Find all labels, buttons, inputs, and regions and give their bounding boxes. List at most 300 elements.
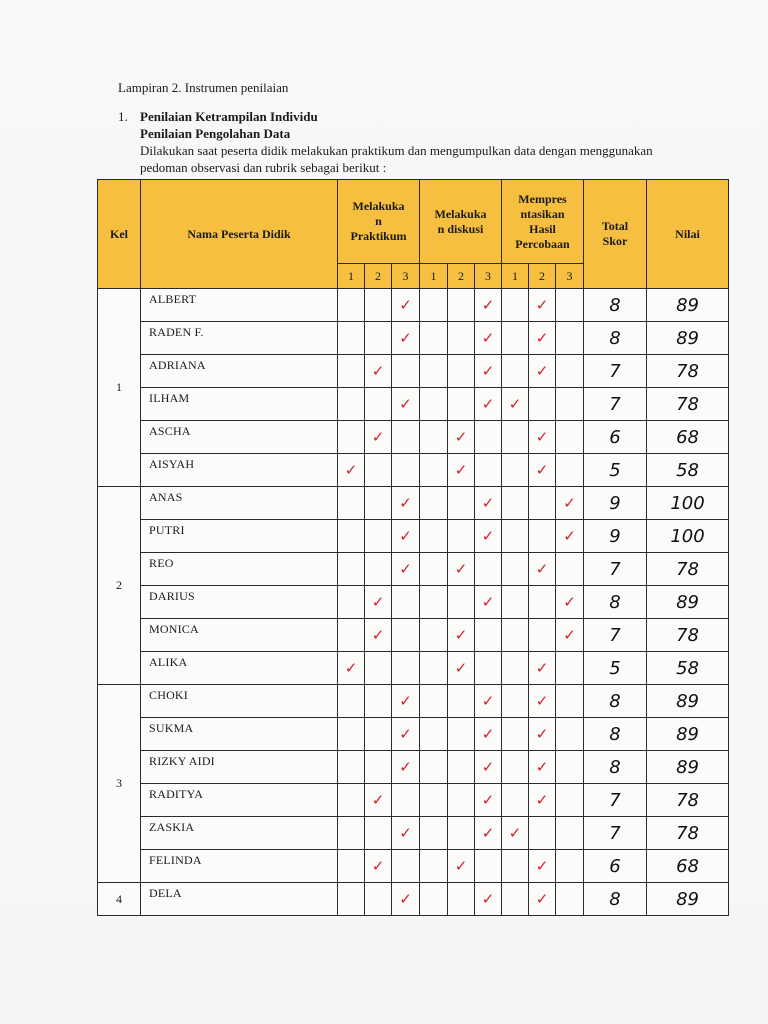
total-score: 6 — [584, 421, 647, 454]
header-praktikum-line: Melakuka — [352, 199, 405, 213]
score-cell — [556, 850, 584, 883]
score-cell — [529, 817, 556, 850]
header-presentasi-line: Hasil — [529, 221, 556, 236]
check-mark-icon: ✓ — [399, 527, 412, 545]
score-cell — [556, 454, 584, 487]
score-cell — [448, 520, 475, 553]
score-cell — [420, 520, 448, 553]
check-mark-icon: ✓ — [563, 593, 576, 611]
check-mark-icon: ✓ — [481, 395, 495, 413]
score-cell — [392, 421, 420, 454]
final-grade: 78 — [647, 355, 729, 388]
final-grade: 58 — [647, 652, 729, 685]
score-cell — [529, 883, 556, 916]
score-cell — [420, 784, 448, 817]
check-mark-icon: ✓ — [563, 494, 576, 512]
final-grade: 89 — [647, 289, 729, 322]
header-presentasi-line: Mempres — [518, 191, 567, 206]
score-cell — [392, 355, 420, 388]
header-score: 1 — [420, 264, 448, 289]
check-mark-icon: ✓ — [399, 494, 412, 512]
score-cell — [365, 355, 392, 388]
student-name: FELINDA — [141, 850, 338, 883]
score-cell — [365, 685, 392, 718]
score-cell — [420, 817, 448, 850]
check-mark-icon: ✓ — [535, 791, 549, 809]
score-cell — [420, 322, 448, 355]
score-cell — [529, 553, 556, 586]
header-diskusi-line: n diskusi — [437, 221, 484, 236]
student-name: RIZKY AIDI — [141, 751, 338, 784]
score-cell — [338, 817, 365, 850]
score-cell — [556, 322, 584, 355]
score-cell — [529, 322, 556, 355]
score-cell — [420, 553, 448, 586]
check-mark-icon: ✓ — [344, 659, 358, 677]
check-mark-icon: ✓ — [399, 329, 412, 347]
score-cell — [420, 454, 448, 487]
final-grade: 78 — [647, 553, 729, 586]
score-cell — [502, 652, 529, 685]
final-grade: 78 — [647, 817, 729, 850]
score-cell — [556, 586, 584, 619]
total-score: 7 — [584, 388, 647, 421]
total-score: 7 — [584, 355, 647, 388]
student-name: DARIUS — [141, 586, 338, 619]
check-mark-icon: ✓ — [399, 560, 412, 578]
score-cell — [448, 883, 475, 916]
score-cell — [448, 850, 475, 883]
score-cell — [338, 850, 365, 883]
header-score: 1 — [502, 264, 529, 289]
check-mark-icon: ✓ — [535, 362, 549, 380]
score-cell — [448, 751, 475, 784]
score-cell — [365, 289, 392, 322]
score-cell — [338, 520, 365, 553]
score-cell — [502, 454, 529, 487]
score-cell — [556, 784, 584, 817]
table-row — [98, 685, 729, 718]
score-cell — [365, 850, 392, 883]
check-mark-icon: ✓ — [481, 296, 495, 314]
score-cell — [392, 883, 420, 916]
score-cell — [448, 652, 475, 685]
table-row — [98, 652, 729, 685]
final-grade: 89 — [647, 718, 729, 751]
score-cell — [502, 586, 529, 619]
total-score: 7 — [584, 619, 647, 652]
score-cell — [365, 586, 392, 619]
score-cell — [502, 355, 529, 388]
score-cell — [392, 322, 420, 355]
score-cell — [529, 784, 556, 817]
student-name: ILHAM — [141, 388, 338, 421]
score-cell — [556, 751, 584, 784]
student-name: ANAS — [141, 487, 338, 520]
score-cell — [475, 619, 502, 652]
score-cell — [556, 487, 584, 520]
score-cell — [448, 553, 475, 586]
score-cell — [556, 817, 584, 850]
score-cell — [475, 454, 502, 487]
score-cell — [392, 454, 420, 487]
score-cell — [556, 520, 584, 553]
header-presentasi-line: Percobaan — [515, 236, 570, 251]
header-presentasi — [502, 180, 584, 264]
score-cell — [392, 289, 420, 322]
score-cell — [556, 652, 584, 685]
header-name: Nama Peserta Didik — [141, 180, 338, 289]
check-mark-icon: ✓ — [454, 560, 468, 578]
table-row — [98, 520, 729, 553]
score-cell — [420, 850, 448, 883]
table-row — [98, 619, 729, 652]
score-cell — [475, 421, 502, 454]
score-cell — [475, 322, 502, 355]
score-cell — [365, 883, 392, 916]
header-presentasi-line: ntasikan — [520, 206, 565, 221]
score-cell — [529, 421, 556, 454]
score-cell — [420, 586, 448, 619]
student-name: ASCHA — [141, 421, 338, 454]
score-cell — [392, 487, 420, 520]
score-cell — [448, 289, 475, 322]
student-name: MONICA — [141, 619, 338, 652]
table-row — [98, 751, 729, 784]
score-cell — [556, 553, 584, 586]
header-nilai: Nilai — [647, 180, 729, 289]
score-cell — [392, 784, 420, 817]
check-mark-icon: ✓ — [481, 791, 495, 809]
score-cell — [420, 487, 448, 520]
header-praktikum-line: Praktikum — [350, 229, 407, 243]
score-cell — [338, 685, 365, 718]
score-cell — [529, 718, 556, 751]
score-cell — [502, 883, 529, 916]
check-mark-icon: ✓ — [535, 461, 549, 479]
total-score: 9 — [584, 487, 647, 520]
total-score: 5 — [584, 454, 647, 487]
score-cell — [448, 685, 475, 718]
check-mark-icon: ✓ — [481, 593, 495, 611]
score-cell — [529, 520, 556, 553]
score-cell — [529, 619, 556, 652]
score-cell — [338, 487, 365, 520]
check-mark-icon: ✓ — [371, 626, 385, 644]
score-cell — [392, 520, 420, 553]
score-cell — [556, 355, 584, 388]
total-score: 6 — [584, 850, 647, 883]
score-cell — [448, 784, 475, 817]
score-cell — [365, 322, 392, 355]
section-subtitle: Penilaian Pengolahan Data — [140, 126, 291, 141]
score-cell — [392, 586, 420, 619]
check-mark-icon: ✓ — [481, 494, 495, 512]
score-cell — [392, 685, 420, 718]
score-cell — [338, 751, 365, 784]
score-cell — [420, 751, 448, 784]
student-name: REO — [141, 553, 338, 586]
score-cell — [502, 619, 529, 652]
score-cell — [556, 388, 584, 421]
score-cell — [420, 289, 448, 322]
total-score: 8 — [584, 883, 647, 916]
final-grade: 68 — [647, 850, 729, 883]
score-cell — [365, 784, 392, 817]
score-cell — [338, 388, 365, 421]
score-cell — [475, 553, 502, 586]
final-grade: 89 — [647, 883, 729, 916]
check-mark-icon: ✓ — [399, 395, 412, 413]
score-cell — [448, 322, 475, 355]
student-name: PUTRI — [141, 520, 338, 553]
student-name: DELA — [141, 883, 338, 916]
score-cell — [420, 883, 448, 916]
check-mark-icon: ✓ — [481, 527, 495, 545]
final-grade: 89 — [647, 685, 729, 718]
table-row — [98, 586, 729, 619]
table-row — [98, 850, 729, 883]
score-cell — [529, 685, 556, 718]
score-cell — [529, 586, 556, 619]
table-row — [98, 784, 729, 817]
header-score: 1 — [338, 264, 365, 289]
header-total-line: Skor — [602, 234, 628, 248]
check-mark-icon: ✓ — [399, 824, 412, 842]
score-cell — [502, 388, 529, 421]
score-cell — [556, 718, 584, 751]
score-cell — [475, 355, 502, 388]
check-mark-icon: ✓ — [508, 824, 522, 842]
check-mark-icon: ✓ — [399, 296, 412, 314]
header-score: 2 — [365, 264, 392, 289]
score-cell — [365, 652, 392, 685]
score-cell — [392, 751, 420, 784]
score-cell — [448, 817, 475, 850]
check-mark-icon: ✓ — [371, 428, 385, 446]
check-mark-icon: ✓ — [454, 626, 468, 644]
total-score: 5 — [584, 652, 647, 685]
table-row — [98, 355, 729, 388]
student-name: CHOKI — [141, 685, 338, 718]
header-score: 2 — [448, 264, 475, 289]
table-row — [98, 388, 729, 421]
score-cell — [365, 487, 392, 520]
total-score: 8 — [584, 718, 647, 751]
check-mark-icon: ✓ — [481, 890, 495, 908]
total-score: 8 — [584, 289, 647, 322]
table-row — [98, 289, 729, 322]
score-cell — [502, 685, 529, 718]
score-cell — [365, 454, 392, 487]
check-mark-icon: ✓ — [454, 428, 468, 446]
score-cell — [502, 817, 529, 850]
header-score: 3 — [475, 264, 502, 289]
score-cell — [502, 850, 529, 883]
table-row — [98, 817, 729, 850]
score-cell — [338, 586, 365, 619]
score-cell — [502, 289, 529, 322]
check-mark-icon: ✓ — [535, 725, 549, 743]
score-cell — [529, 355, 556, 388]
section-body — [140, 108, 700, 176]
score-cell — [502, 520, 529, 553]
score-cell — [420, 388, 448, 421]
score-cell — [338, 718, 365, 751]
score-cell — [529, 454, 556, 487]
total-score: 7 — [584, 817, 647, 850]
total-score: 8 — [584, 751, 647, 784]
check-mark-icon: ✓ — [535, 890, 549, 908]
score-cell — [448, 454, 475, 487]
final-grade: 58 — [647, 454, 729, 487]
check-mark-icon: ✓ — [344, 461, 358, 479]
table-row — [98, 421, 729, 454]
score-cell — [420, 421, 448, 454]
check-mark-icon: ✓ — [481, 692, 495, 710]
score-cell — [365, 388, 392, 421]
check-mark-icon: ✓ — [454, 461, 468, 479]
score-cell — [448, 619, 475, 652]
check-mark-icon: ✓ — [371, 362, 385, 380]
group-number: 2 — [98, 487, 141, 685]
score-cell — [338, 883, 365, 916]
total-score: 8 — [584, 322, 647, 355]
check-mark-icon: ✓ — [535, 329, 549, 347]
score-cell — [365, 520, 392, 553]
check-mark-icon: ✓ — [535, 428, 549, 446]
header-praktikum — [338, 180, 420, 264]
final-grade: 68 — [647, 421, 729, 454]
final-grade: 100 — [647, 520, 729, 553]
total-score: 8 — [584, 685, 647, 718]
header-score: 3 — [556, 264, 584, 289]
final-grade: 89 — [647, 586, 729, 619]
score-cell — [448, 487, 475, 520]
score-cell — [338, 355, 365, 388]
header-diskusi — [420, 180, 502, 264]
score-cell — [338, 322, 365, 355]
header-score: 2 — [529, 264, 556, 289]
check-mark-icon: ✓ — [563, 626, 576, 644]
student-name: ZASKIA — [141, 817, 338, 850]
score-cell — [556, 685, 584, 718]
check-mark-icon: ✓ — [399, 725, 412, 743]
final-grade: 78 — [647, 784, 729, 817]
final-grade: 89 — [647, 751, 729, 784]
score-cell — [392, 388, 420, 421]
score-cell — [475, 850, 502, 883]
score-cell — [502, 487, 529, 520]
appendix-title: Lampiran 2. Instrumen penilaian — [118, 80, 289, 95]
score-cell — [502, 322, 529, 355]
section-description: Dilakukan saat peserta didik melakukan praktikum dan mengumpulkan data dengan menggunakan pedoman observasi dan rubrik sebagai berikut : — [140, 143, 653, 175]
final-grade: 89 — [647, 322, 729, 355]
table-row — [98, 553, 729, 586]
header-total-line: Total — [601, 219, 629, 233]
score-cell — [475, 685, 502, 718]
check-mark-icon: ✓ — [481, 329, 495, 347]
group-number: 1 — [98, 289, 141, 487]
score-cell — [338, 553, 365, 586]
score-cell — [502, 718, 529, 751]
table-body — [98, 289, 729, 916]
table-row — [98, 487, 729, 520]
check-mark-icon: ✓ — [481, 824, 495, 842]
student-name: ALBERT — [141, 289, 338, 322]
check-mark-icon: ✓ — [399, 890, 412, 908]
score-cell — [475, 289, 502, 322]
check-mark-icon: ✓ — [454, 857, 468, 875]
score-cell — [475, 487, 502, 520]
score-cell — [392, 850, 420, 883]
check-mark-icon: ✓ — [371, 857, 385, 875]
score-cell — [392, 553, 420, 586]
table-row — [98, 454, 729, 487]
score-cell — [392, 817, 420, 850]
score-cell — [556, 421, 584, 454]
score-cell — [529, 289, 556, 322]
student-name: RADITYA — [141, 784, 338, 817]
score-cell — [338, 454, 365, 487]
check-mark-icon: ✓ — [535, 758, 549, 776]
final-grade: 100 — [647, 487, 729, 520]
header-diskusi-line: Melakuka — [434, 206, 487, 221]
check-mark-icon: ✓ — [563, 527, 576, 545]
score-cell — [502, 553, 529, 586]
score-cell — [529, 751, 556, 784]
total-score: 7 — [584, 784, 647, 817]
check-mark-icon: ✓ — [535, 560, 549, 578]
assessment-table — [97, 179, 729, 916]
score-cell — [365, 718, 392, 751]
student-name: SUKMA — [141, 718, 338, 751]
total-score: 8 — [584, 586, 647, 619]
score-cell — [529, 487, 556, 520]
total-score: 9 — [584, 520, 647, 553]
score-cell — [420, 652, 448, 685]
check-mark-icon: ✓ — [535, 659, 549, 677]
score-cell — [529, 388, 556, 421]
check-mark-icon: ✓ — [371, 791, 385, 809]
student-name: ALIKA — [141, 652, 338, 685]
score-cell — [392, 619, 420, 652]
score-cell — [475, 388, 502, 421]
score-cell — [338, 289, 365, 322]
score-cell — [420, 619, 448, 652]
score-cell — [365, 421, 392, 454]
header-total — [584, 180, 647, 289]
score-cell — [448, 586, 475, 619]
check-mark-icon: ✓ — [481, 758, 495, 776]
score-cell — [529, 850, 556, 883]
check-mark-icon: ✓ — [481, 725, 495, 743]
total-score: 7 — [584, 553, 647, 586]
score-cell — [365, 619, 392, 652]
section-number: 1. — [118, 109, 128, 124]
score-cell — [338, 421, 365, 454]
header-score: 3 — [392, 264, 420, 289]
final-grade: 78 — [647, 388, 729, 421]
check-mark-icon: ✓ — [481, 362, 495, 380]
score-cell — [502, 784, 529, 817]
student-name: AISYAH — [141, 454, 338, 487]
score-cell — [338, 619, 365, 652]
score-cell — [475, 817, 502, 850]
score-cell — [475, 751, 502, 784]
group-number: 4 — [98, 883, 141, 916]
check-mark-icon: ✓ — [535, 296, 549, 314]
